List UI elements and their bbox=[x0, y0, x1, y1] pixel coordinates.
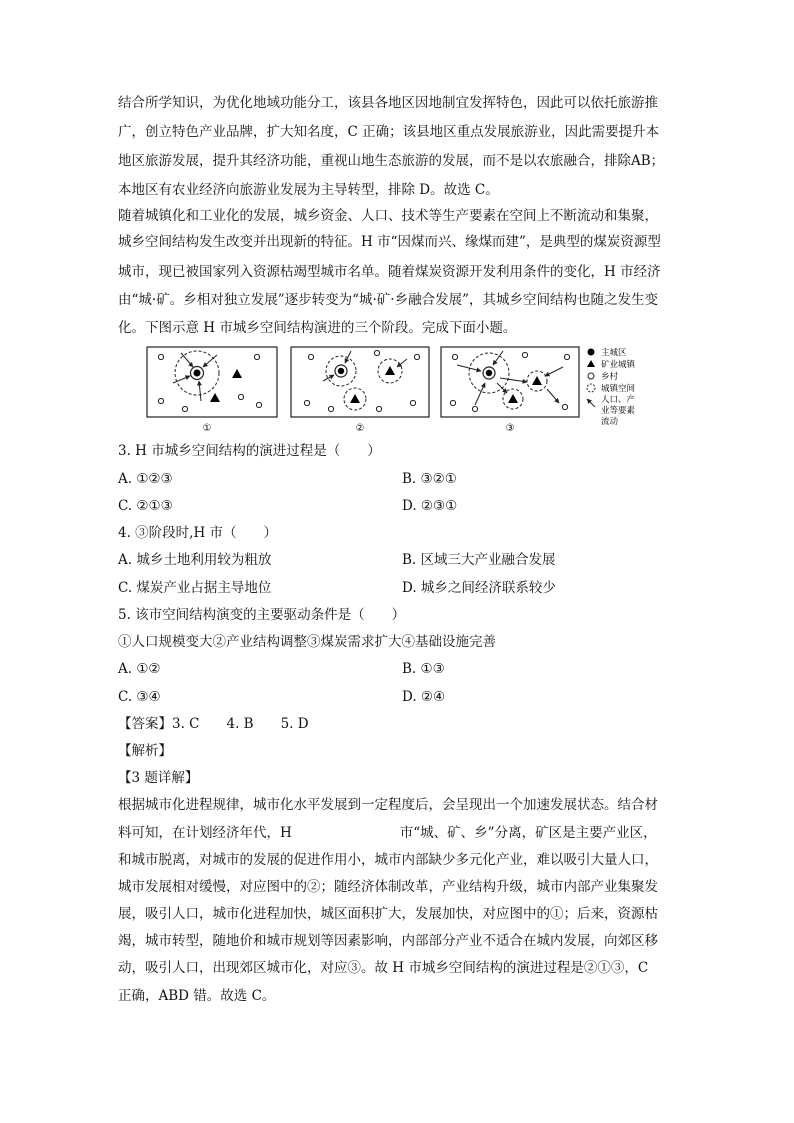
detail-label: 【3 题详解】 bbox=[118, 770, 199, 786]
q3-option-a: A. ①②③ bbox=[118, 471, 173, 487]
q4-stem: 4. ③阶段时,H 市（ ） bbox=[118, 525, 278, 541]
stage-label-2: ② bbox=[355, 423, 365, 433]
intro-line-2: 广，创立特色产业品牌，扩大知名度，C 正确；该县地区重点发展旅游业，因此需要提升本 bbox=[118, 124, 660, 140]
stage-1-panel bbox=[147, 347, 277, 433]
spatial-legend-icon bbox=[587, 384, 595, 392]
material-line-3: 城市，现已被国家列入资源枯竭型城市名单。随着煤炭资源开发利用条件的变化，H 市经济 bbox=[118, 264, 661, 280]
q4-option-b: B. 区域三大产业融合发展 bbox=[402, 552, 556, 568]
urban-legend-icon bbox=[588, 349, 595, 356]
stage-label-1: ① bbox=[202, 423, 212, 433]
legend-spatial: 城镇空间 bbox=[601, 384, 636, 394]
legend-flow-1: 人口、产 bbox=[601, 395, 636, 405]
detail-line-2: 料可知，在计划经济年代，H 市“城、矿、乡”分离，矿区是主要产业区， bbox=[118, 825, 657, 841]
legend-urban: 主城区 bbox=[601, 348, 627, 358]
q3-stem: 3. H 市城乡空间结构的演进过程是（ ） bbox=[118, 443, 381, 459]
q5-stem: 5. 该市空间结构演变的主要驱动条件是（ ） bbox=[118, 607, 406, 623]
analysis-label: 【解析】 bbox=[118, 743, 172, 759]
answer-line: 【答案】3. C 4. B 5. D bbox=[118, 716, 309, 732]
urban-area-marker bbox=[194, 370, 201, 377]
q5-option-c: C. ③④ bbox=[118, 689, 161, 705]
q5-option-d: D. ②④ bbox=[402, 689, 446, 705]
mining-legend-icon bbox=[587, 360, 595, 367]
material-line-2: 城乡空间结构发生改变并出现新的特征。H 市“因煤而兴、缘煤而建”，是典型的煤炭资源型 bbox=[118, 234, 661, 250]
legend-village: 乡村 bbox=[601, 372, 619, 382]
material-line-4: 由“城·矿。乡相对独立发展”逐步转变为“城·矿·乡融合发展”，其城乡空间结构也随之发生变 bbox=[118, 292, 658, 308]
detail-line-3: 和城市脱离，对城市的发展的促进作用小，城市内部缺少多元化产业，难以吸引大量人口， bbox=[118, 852, 658, 868]
q4-option-a: A. 城乡土地利用较为粗放 bbox=[118, 552, 272, 568]
detail-line-7: 动，吸引人口，出现郊区城市化，对应③。故 H 市城乡空间结构的演进过程是②①③，C bbox=[118, 960, 649, 976]
intro-line-1: 结合所学知识，为优化地域功能分工，该县各地区因地制宜发挥特色，因此可以依托旅游推 bbox=[118, 95, 658, 111]
urban-rural-structure-figure bbox=[145, 345, 665, 433]
stage-3-panel bbox=[441, 347, 579, 433]
legend-mining: 矿业城镇 bbox=[601, 360, 636, 370]
q4-option-d: D. 城乡之间经济联系较少 bbox=[402, 580, 556, 596]
intro-line-3: 地区旅游发展，提升其经济功能，重视山地生态旅游的发展，而不是以农旅融合，排除AB； bbox=[118, 153, 665, 169]
q3-option-d: D. ②③① bbox=[402, 498, 458, 514]
legend-flow-3: 流动 bbox=[601, 417, 619, 427]
detail-line-6: 竭，城市转型，随地价和城市规划等因素影响，内部部分产业不适合在城内发展，向郊区移 bbox=[118, 933, 658, 949]
legend-flow-2: 业等要素 bbox=[601, 406, 636, 416]
detail-line-8: 正确，ABD 错。故选 C。 bbox=[118, 988, 276, 1004]
q5-conditions: ①人口规模变大②产业结构调整③煤炭需求扩大④基础设施完善 bbox=[118, 634, 496, 650]
detail-line-4: 城市发展相对缓慢，对应图中的②；随经济体制改革，产业结构升级，城市内部产业集聚发 bbox=[118, 879, 658, 895]
intro-line-4: 本地区有农业经济向旅游业发展为主导转型，排除 D。故选 C。 bbox=[118, 182, 499, 198]
stage-2-panel bbox=[291, 347, 429, 433]
q3-option-b: B. ③②① bbox=[402, 471, 457, 487]
material-line-1: 随着城镇化和工业化的发展，城乡资金、人口、技术等生产要素在空间上不断流动和集聚， bbox=[118, 208, 658, 224]
figure-legend bbox=[587, 347, 636, 427]
q4-option-c: C. 煤炭产业占据主导地位 bbox=[118, 580, 272, 596]
q5-option-b: B. ①③ bbox=[402, 661, 445, 677]
village-legend-icon bbox=[588, 373, 594, 379]
material-line-5: 化。下图示意 H 市城乡空间结构演进的三个阶段。完成下面小题。 bbox=[118, 320, 517, 336]
detail-line-1: 根据城市化进程规律，城市化水平发展到一定程度后，会呈现出一个加速发展状态。结合材 bbox=[118, 797, 658, 813]
q3-option-c: C. ②①③ bbox=[118, 498, 173, 514]
detail-line-5: 展，吸引人口，城市化进程加快，城区面积扩大，发展加快，对应图中的①；后来，资源枯 bbox=[118, 906, 658, 922]
stage-label-3: ③ bbox=[505, 423, 515, 433]
q5-option-a: A. ①② bbox=[118, 661, 161, 677]
flow-legend-icon bbox=[587, 399, 595, 407]
